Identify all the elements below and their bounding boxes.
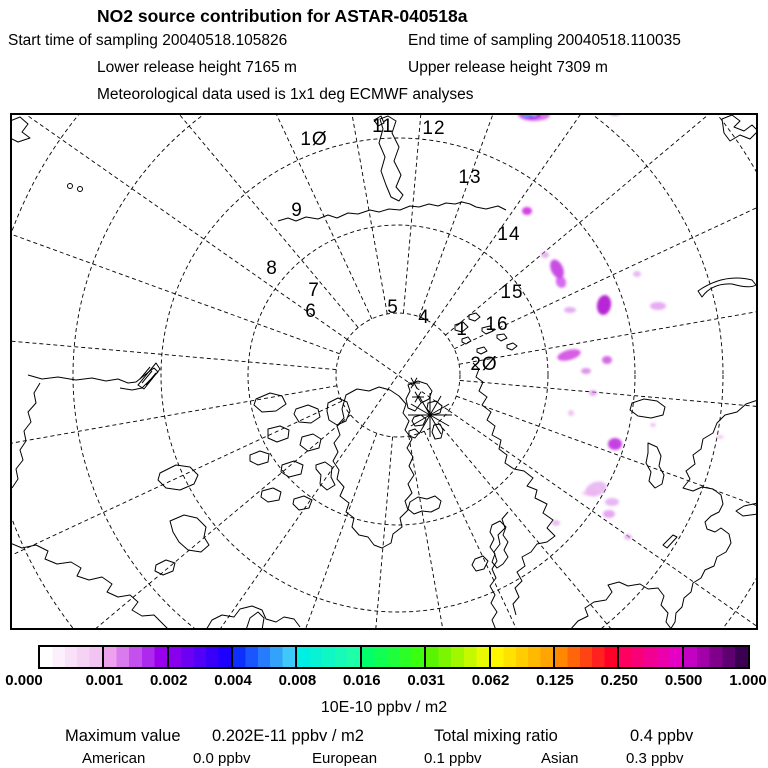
plume-patch-12 bbox=[650, 302, 666, 310]
plume-patch-13 bbox=[556, 347, 582, 363]
region-asian-value: 0.3 ppbv bbox=[626, 750, 684, 767]
release-point-star bbox=[408, 393, 452, 437]
colorbar-segment-2 bbox=[169, 647, 233, 667]
map-label-1Ø: 1Ø bbox=[300, 129, 328, 150]
meridian-line bbox=[424, 431, 596, 630]
meridian-line bbox=[10, 334, 336, 370]
coast-novaya-zemlya bbox=[630, 399, 677, 548]
plume-patch-5 bbox=[522, 207, 532, 215]
colorbar-segment-7 bbox=[491, 647, 555, 667]
maximum-value: 0.202E-11 ppbv / m2 bbox=[212, 727, 364, 745]
meridian-line bbox=[409, 436, 480, 630]
plume-patch-16 bbox=[589, 390, 597, 396]
plume-patch-19 bbox=[608, 438, 622, 450]
coast-topleft-corner bbox=[10, 117, 30, 142]
colorbar-segment-8 bbox=[555, 647, 619, 667]
map-label-13: 13 bbox=[458, 167, 482, 188]
map-label-1: 1 bbox=[456, 319, 468, 340]
colorbar-tick-0.002: 0.002 bbox=[149, 672, 188, 689]
graticule-grid bbox=[10, 113, 758, 630]
coast-tiny-isle-1 bbox=[68, 184, 73, 189]
lower-release-text: Lower release height 7165 m bbox=[97, 59, 297, 76]
meridian-line bbox=[10, 401, 342, 573]
meridian-line bbox=[199, 113, 371, 319]
plume-patch-23 bbox=[605, 498, 619, 506]
meridian-line bbox=[128, 426, 362, 630]
plume-patch-24 bbox=[603, 510, 615, 518]
latitude-circle bbox=[336, 313, 460, 437]
coast-alaska bbox=[28, 368, 158, 390]
plume-patch-20 bbox=[716, 435, 724, 439]
region-american-value: 0.0 ppbv bbox=[193, 750, 251, 767]
map-label-11: 11 bbox=[372, 116, 394, 137]
coastlines bbox=[10, 115, 758, 630]
meridian-line bbox=[403, 113, 439, 313]
plume-patch-18 bbox=[650, 423, 656, 427]
colorbar-tick-0.016: 0.016 bbox=[343, 672, 381, 689]
colorbar-unit-label: 10E-10 ppbv / m2 bbox=[320, 699, 448, 716]
total-mixing-ratio-value: 0.4 ppbv bbox=[630, 727, 694, 745]
coast-crescent bbox=[698, 278, 756, 297]
coast-iceland bbox=[408, 496, 441, 514]
colorbar-segment-4 bbox=[297, 647, 361, 667]
maximum-label: Maximum value bbox=[65, 727, 181, 745]
coast-hudson bbox=[206, 606, 300, 630]
colorbar-tick-0.062: 0.062 bbox=[471, 672, 510, 689]
map-label-14: 14 bbox=[497, 224, 521, 245]
coast-canadian-archipelago bbox=[250, 393, 350, 510]
coast-corner-squiggle bbox=[722, 115, 758, 141]
plume-patch-25 bbox=[552, 520, 560, 526]
colorbar-tick-0.001: 0.001 bbox=[85, 672, 124, 689]
coast-great-britain bbox=[490, 521, 508, 568]
colorbar-tick-0.031: 0.031 bbox=[407, 672, 445, 689]
colorbar-segment-10 bbox=[684, 647, 748, 667]
met-data-text: Meteorological data used is 1x1 deg ECMWF analyses bbox=[97, 86, 474, 103]
polar-map bbox=[10, 113, 758, 630]
plume-patch-22 bbox=[582, 490, 598, 496]
meridian-line bbox=[13, 113, 347, 339]
coast-alaska-hatch bbox=[138, 363, 160, 389]
colorbar-tick-0.250: 0.250 bbox=[600, 672, 639, 689]
page-title: NO2 source contribution for ASTAR-040518a bbox=[97, 6, 468, 26]
plume-patch-14 bbox=[602, 356, 612, 364]
colorbar-segment-5 bbox=[362, 647, 426, 667]
colorbar-tick-0.000: 0.000 bbox=[5, 672, 43, 689]
plume-patch-9 bbox=[564, 307, 576, 313]
small-star-marker-0 bbox=[408, 378, 420, 388]
map-canvas bbox=[10, 113, 758, 630]
latitude-circle bbox=[248, 225, 548, 525]
meridian-line bbox=[434, 113, 668, 324]
colorbar-segment-3 bbox=[233, 647, 297, 667]
map-label-9: 9 bbox=[291, 200, 303, 221]
coast-ireland bbox=[472, 556, 488, 571]
meridian-line bbox=[10, 214, 340, 354]
meridian-line bbox=[438, 422, 700, 630]
meridian-line bbox=[419, 113, 559, 317]
latitude-circle bbox=[73, 113, 723, 630]
plume-patch-6 bbox=[541, 252, 549, 258]
region-american-label: American bbox=[82, 750, 146, 767]
map-border bbox=[11, 114, 757, 629]
upper-release-text: Upper release height 7309 m bbox=[408, 59, 608, 76]
map-label-15: 15 bbox=[500, 282, 524, 303]
coast-hudson-peninsula bbox=[246, 612, 264, 630]
coast-north-america bbox=[10, 543, 169, 630]
coast-tiny-isle-2 bbox=[78, 187, 83, 192]
coast-russia-mainland bbox=[666, 400, 758, 630]
coast-svalbard-cluster bbox=[406, 381, 443, 439]
colorbar-tick-0.004: 0.004 bbox=[214, 672, 252, 689]
colorbar-segment-1 bbox=[104, 647, 168, 667]
coast-europe-baltic bbox=[570, 582, 672, 630]
plume-patch-26 bbox=[624, 534, 632, 540]
region-european-value: 0.1 ppbv bbox=[424, 750, 482, 767]
colorbar-tick-1.000: 1.000 bbox=[729, 672, 767, 689]
colorbar-segment-9 bbox=[619, 647, 683, 667]
coast-greenland bbox=[333, 387, 414, 548]
latitude-circle bbox=[161, 138, 635, 612]
latitude-circle bbox=[10, 113, 758, 630]
plume-patch-17 bbox=[568, 410, 574, 416]
coast-alaska-south bbox=[12, 383, 40, 488]
coast-victoria-banks bbox=[155, 465, 209, 575]
map-label-8: 8 bbox=[266, 258, 278, 279]
map-label-6: 6 bbox=[305, 301, 317, 322]
colorbar bbox=[38, 645, 750, 669]
end-time-text: End time of sampling 20040518.110035 bbox=[408, 32, 681, 49]
map-label-7: 7 bbox=[308, 280, 320, 301]
map-label-5: 5 bbox=[387, 297, 399, 318]
map-label-4: 4 bbox=[418, 307, 430, 328]
meridian-line bbox=[449, 411, 758, 630]
region-asian-label: Asian bbox=[541, 750, 579, 767]
plume-patch-15 bbox=[581, 368, 591, 374]
meridian-line bbox=[460, 380, 758, 416]
colorbar-tick-0.125: 0.125 bbox=[536, 672, 574, 689]
map-label-2Ø: 2Ø bbox=[470, 354, 498, 375]
map-label-12: 12 bbox=[422, 118, 446, 139]
colorbar-tick-0.500: 0.500 bbox=[664, 672, 703, 689]
total-mixing-ratio-label: Total mixing ratio bbox=[434, 727, 558, 745]
plume-patch-11 bbox=[633, 271, 641, 277]
coast-norway-scandinavia bbox=[473, 363, 555, 615]
map-label-16: 16 bbox=[485, 314, 509, 335]
region-european-label: European bbox=[312, 750, 378, 767]
plume-patch-7 bbox=[547, 257, 566, 280]
colorbar-segment-0 bbox=[40, 647, 104, 667]
meridian-line bbox=[357, 437, 393, 630]
marker-layer bbox=[408, 378, 452, 437]
plume-patch-10 bbox=[595, 294, 612, 316]
plume-patch-21 bbox=[583, 479, 608, 500]
start-time-text: Start time of sampling 20040518.105826 bbox=[8, 32, 288, 49]
polar-chord-line bbox=[347, 339, 449, 410]
meridian-line bbox=[10, 386, 337, 457]
plume-layer bbox=[518, 113, 724, 540]
colorbar-tick-0.008: 0.008 bbox=[278, 672, 317, 689]
colorbar-segment-6 bbox=[426, 647, 490, 667]
coast-siberia bbox=[278, 202, 506, 221]
